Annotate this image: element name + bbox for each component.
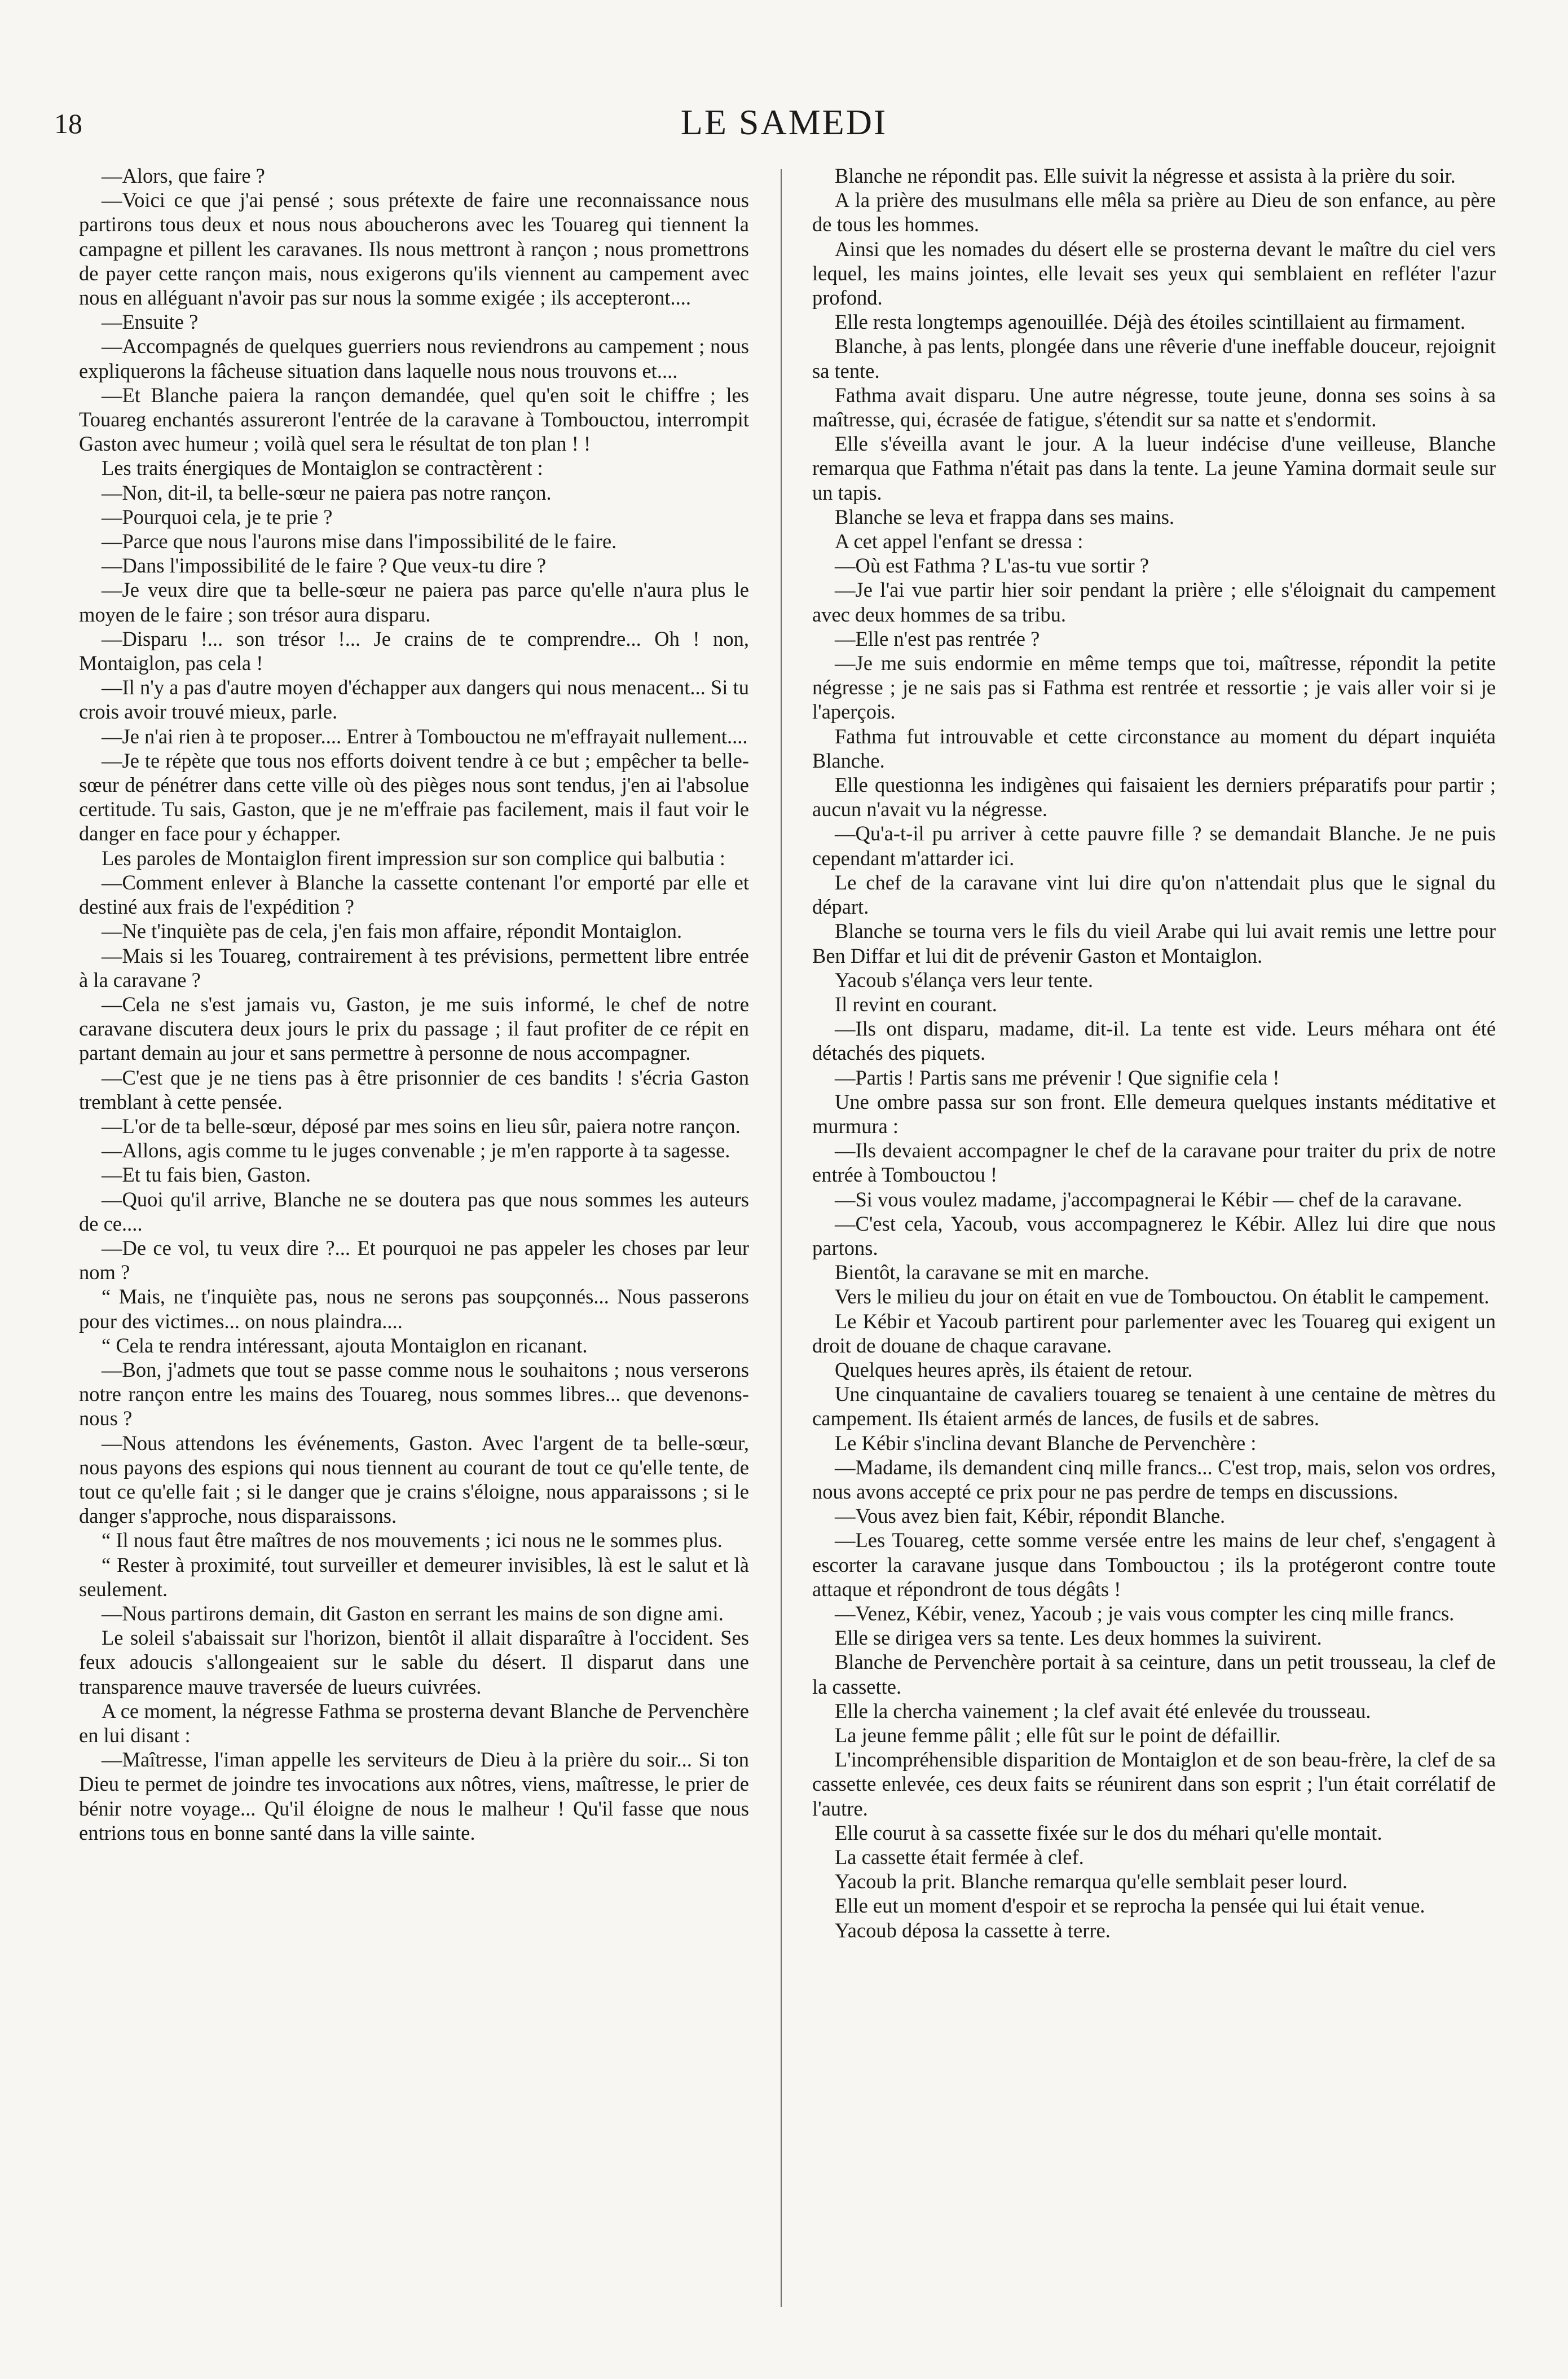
paragraph: Ainsi que les nomades du désert elle se prosterna devant le maître du ciel vers lequel, les mains jointes, elle levait ses yeux qui semblaient en refléter l'azur profond. [812, 237, 1496, 310]
paragraph: —Ne t'inquiète pas de cela, j'en fais mon affaire, répondit Montaiglon. [102, 919, 682, 943]
paragraph: —Bon, j'admets que tout se passe comme nous le souhaitons ; nous verserons notre rançon entre les mains des Touareg, nous sommes libres... que devenons-nous ? [79, 1358, 749, 1430]
paragraph: Blanche, à pas lents, plongée dans une rêverie d'une ineffable douceur, rejoignit sa tente. [812, 334, 1496, 382]
paragraph: —Pourquoi cela, je te prie ? [102, 505, 333, 528]
paragraph: La jeune femme pâlit ; elle fût sur le point de défaillir. [835, 1724, 1281, 1747]
paragraph: —Cela ne s'est jamais vu, Gaston, je me suis informé, le chef de notre caravane discutera deux jours le prix du passage ; il faut profiter de ce répit en partant demain au jour et sans permettre à personne de nous accompagner. [79, 992, 749, 1065]
paragraph: A la prière des musulmans elle mêla sa prière au Dieu de son enfance, au père de tous les hommes. [812, 188, 1496, 236]
paragraph: —Alors, que faire ? [102, 164, 265, 187]
paragraph: A ce moment, la négresse Fathma se prosterna devant Blanche de Pervenchère en lui disant : [79, 1699, 749, 1747]
paragraph: —Ensuite ? [102, 310, 199, 334]
paragraph: Fathma fut introuvable et cette circonstance au moment du départ inquiéta Blanche. [812, 724, 1496, 772]
paragraph: —Il n'y a pas d'autre moyen d'échapper aux dangers qui nous menacent... Si tu crois avoir trouvé mieux, parle. [79, 676, 749, 724]
paragraph: L'incompréhensible disparition de Montaiglon et de son beau-frère, la clef de sa cassette enlevée, ces deux faits se réunirent dans son esprit ; l'un était corrélatif de l'autre. [812, 1748, 1496, 1820]
paragraph: Les paroles de Montaiglon firent impression sur son complice qui balbutia : [102, 846, 725, 870]
paragraph: —Nous attendons les événements, Gaston. Avec l'argent de ta belle-sœur, nous payons des espions qui nous tiennent au courant de tout ce qu'elle tente, de tout ce qu'elle fait ; si le danger que je crains s'éloigne, nous apparaissons ; si le danger s'approche, nous disparaissons. [79, 1431, 749, 1528]
paragraph: Les traits énergiques de Montaiglon se contractèrent : [102, 456, 543, 480]
page-title: LE SAMEDI [680, 102, 888, 142]
paragraph: Vers le milieu du jour on était en vue de Tombouctou. On établit le campement. [835, 1285, 1490, 1309]
paragraph: Blanche ne répondit pas. Elle suivit la négresse et assista à la prière du soir. [835, 164, 1456, 187]
paragraph: Yacoub s'élança vers leur tente. [835, 968, 1093, 992]
paragraph: Fathma avait disparu. Une autre négresse, toute jeune, donna ses soins à sa maîtresse, qui, écrasée de fatigue, s'étendit sur sa natte et s'endormit. [812, 383, 1496, 431]
paragraph: —Madame, ils demandent cinq mille francs... C'est trop, mais, selon vos ordres, nous avons accepté ce prix pour ne pas perdre de temps en discussions. [812, 1455, 1496, 1503]
paragraph: “ Il nous faut être maîtres de nos mouvements ; ici nous ne le sommes plus. [102, 1528, 723, 1552]
left-column [79, 164, 749, 1845]
paragraph: La cassette était fermée à clef. [835, 1845, 1084, 1869]
paragraph: —Nous partirons demain, dit Gaston en serrant les mains de son digne ami. [102, 1601, 724, 1625]
paragraph: —Je l'ai vue partir hier soir pendant la prière ; elle s'éloignait du campement avec deux hommes de sa tribu. [812, 578, 1496, 626]
paragraph: —Parce que nous l'aurons mise dans l'impossibilité de le faire. [102, 530, 617, 553]
paragraph: Elle eut un moment d'espoir et se reprocha la pensée qui lui était venue. [835, 1894, 1425, 1918]
paragraph: Bientôt, la caravane se mit en marche. [835, 1261, 1149, 1284]
paragraph: Elle s'éveilla avant le jour. A la lueur indécise d'une veilleuse, Blanche remarqua que Fathma n'était pas dans la tente. La jeune Yamina dormait seule sur un tapis. [812, 432, 1496, 504]
paragraph: A cet appel l'enfant se dressa : [835, 530, 1083, 553]
paragraph: —Disparu !... son trésor !... Je crains de te comprendre... Oh ! non, Montaiglon, pas cela ! [79, 627, 749, 675]
paragraph: —Elle n'est pas rentrée ? [835, 627, 1040, 650]
page-number: 18 [54, 108, 82, 139]
right-column [812, 164, 1496, 1942]
paragraph: Blanche de Pervenchère portait à sa ceinture, dans un petit trousseau, la clef de la cassette. [812, 1650, 1496, 1698]
paragraph: Quelques heures après, ils étaient de retour. [835, 1358, 1193, 1381]
paragraph: —L'or de ta belle-sœur, déposé par mes soins en lieu sûr, paiera notre rançon. [102, 1114, 741, 1138]
paragraph: —Et tu fais bien, Gaston. [102, 1163, 311, 1187]
paragraph: Le Kébir s'inclina devant Blanche de Pervenchère : [835, 1431, 1257, 1455]
paragraph: Yacoub la prit. Blanche remarqua qu'elle semblait peser lourd. [835, 1870, 1348, 1893]
paragraph: —Je n'ai rien à te proposer.... Entrer à Tombouctou ne m'effrayait nullement.... [102, 724, 748, 748]
paragraph: —Comment enlever à Blanche la cassette contenant l'or emporté par elle et destiné aux frais de l'expédition ? [79, 870, 749, 919]
paragraph: —Allons, agis comme tu le juges convenable ; je m'en rapporte à ta sagesse. [102, 1139, 730, 1162]
paragraph: —Je veux dire que ta belle-sœur ne paiera pas parce qu'elle n'aura plus le moyen de le faire ; son trésor aura disparu. [79, 578, 749, 626]
paragraph: —C'est que je ne tiens pas à être prisonnier de ces bandits ! s'écria Gaston tremblant à cette pensée. [79, 1065, 749, 1113]
paragraph: —Si vous voulez madame, j'accompagnerai le Kébir — chef de la caravane. [835, 1187, 1463, 1211]
paragraph: —C'est cela, Yacoub, vous accompagnerez le Kébir. Allez lui dire que nous partons. [812, 1211, 1496, 1259]
paragraph: —De ce vol, tu veux dire ?... Et pourquoi ne pas appeler les choses par leur nom ? [79, 1236, 749, 1284]
paragraph: —Où est Fathma ? L'as-tu vue sortir ? [835, 554, 1149, 578]
paragraph: Elle la chercha vainement ; la clef avait été enlevée du trousseau. [835, 1699, 1371, 1722]
paragraph: Le Kébir et Yacoub partirent pour parlementer avec les Touareg qui exigent un droit de douane de chaque caravane. [812, 1309, 1496, 1357]
column-divider [781, 169, 782, 2307]
paragraph: —Les Touareg, cette somme versée entre les mains de leur chef, s'engagent à escorter la caravane jusque dans Tombouctou ; ils la protégeront contre toute attaque et répondront de tous dégâts ! [812, 1528, 1496, 1601]
paragraph: —Ils devaient accompagner le chef de la caravane pour traiter du prix de notre entrée à Tombouctou ! [812, 1139, 1496, 1187]
paragraph: —Je te répète que tous nos efforts doivent tendre à ce but ; empêcher ta belle-sœur de pénétrer dans cette ville où des pièges nous sont tendus, j'en ai l'absolue certitude. Tu sais, Gaston, que je ne m'effraie pas facilement, mais il faut voir le danger en face pour y échapper. [79, 748, 749, 845]
paragraph: “ Cela te rendra intéressant, ajouta Montaiglon en ricanant. [102, 1333, 588, 1357]
paragraph: Elle courut à sa cassette fixée sur le dos du méhari qu'elle montait. [835, 1821, 1382, 1844]
paragraph: —Voici ce que j'ai pensé ; sous prétexte de faire une reconnaissance nous partirons tous deux et nous nous aboucherons avec les Touareg qui tiennent la campagne et pillent les caravanes. Ils nous mettront à rançon ; nous promettrons de payer cette rançon mais, nous exigerons qu'ils viennent au campement avec nous en alléguant n'avoir pas sur nous la somme exigée ; ils accepteront.... [79, 188, 749, 310]
paragraph: —Qu'a-t-il pu arriver à cette pauvre fille ? se demandait Blanche. Je ne puis cependant m'attarder ici. [812, 822, 1496, 870]
paragraph: —Accompagnés de quelques guerriers nous reviendrons au campement ; nous expliquerons la fâcheuse situation dans laquelle nous nous trouvons et.... [79, 334, 749, 382]
paragraph: Blanche se tourna vers le fils du vieil Arabe qui lui avait remis une lettre pour Ben Diffar et lui dit de prévenir Gaston et Montaiglon. [812, 919, 1496, 967]
paragraph: “ Rester à proximité, tout surveiller et demeurer invisibles, là est le salut et là seulement. [79, 1553, 749, 1601]
paragraph: “ Mais, ne t'inquiète pas, nous ne serons pas soupçonnés... Nous passerons pour des victimes... on nous plaindra.... [79, 1285, 749, 1333]
paragraph: Elle se dirigea vers sa tente. Les deux hommes la suivirent. [835, 1626, 1322, 1650]
paragraph: Une ombre passa sur son front. Elle demeura quelques instants méditative et murmura : [812, 1090, 1496, 1138]
paragraph: Une cinquantaine de cavaliers touareg se tenaient à une centaine de mètres du campement. Ils étaient armés de lances, de fusils et de sabres. [812, 1382, 1496, 1430]
paragraph: Le soleil s'abaissait sur l'horizon, bientôt il allait disparaître à l'occident. Ses feux adoucis s'allongeaient sur le sable du désert. Il disparut dans une transparence mauve traversée de lueurs cuivrées. [79, 1626, 749, 1698]
paragraph: Elle questionna les indigènes qui faisaient les derniers préparatifs pour partir ; aucun n'avait vu la négresse. [812, 773, 1496, 821]
paragraph: —Je me suis endormie en même temps que toi, maîtresse, répondit la petite négresse ; je ne sais pas si Fathma est rentrée et ressortie ; je vais aller voir si je l'aperçois. [812, 651, 1496, 724]
paragraph: —Ils ont disparu, madame, dit-il. La tente est vide. Leurs méhara ont été détachés des piquets. [812, 1017, 1496, 1065]
paragraph: —Maîtresse, l'iman appelle les serviteurs de Dieu à la prière du soir... Si ton Dieu te permet de joindre tes invocations aux nôtres, viens, maîtresse, le prier de bénir notre voyage... Qu'il éloigne de nous le malheur ! Qu'il fasse que nous entrions tous en bonne santé dans la ville sainte. [79, 1748, 749, 1844]
paragraph: —Partis ! Partis sans me prévenir ! Que signifie cela ! [835, 1065, 1280, 1089]
paragraph: —Vous avez bien fait, Kébir, répondit Blanche. [835, 1504, 1226, 1528]
paragraph: —Non, dit-il, ta belle-sœur ne paiera pas notre rançon. [102, 481, 552, 504]
paragraph: Blanche se leva et frappa dans ses mains. [835, 505, 1175, 528]
paragraph: Elle resta longtemps agenouillée. Déjà des étoiles scintillaient au firmament. [835, 310, 1465, 334]
paragraph: Le chef de la caravane vint lui dire qu'on n'attendait plus que le signal du départ. [812, 870, 1496, 919]
paragraph: —Et Blanche paiera la rançon demandée, quel qu'en soit le chiffre ; les Touareg enchantés assureront l'entrée de la caravane à Tombouctou, interrompit Gaston avec humeur ; voilà quel sera le résultat de ton plan ! ! [79, 383, 749, 456]
paragraph: —Dans l'impossibilité de le faire ? Que veux-tu dire ? [102, 554, 547, 578]
paragraph: —Quoi qu'il arrive, Blanche ne se doutera pas que nous sommes les auteurs de ce.... [79, 1187, 749, 1235]
paragraph: Yacoub déposa la cassette à terre. [835, 1918, 1111, 1942]
paragraph: —Venez, Kébir, venez, Yacoub ; je vais vous compter les cinq mille francs. [835, 1601, 1455, 1625]
paragraph: —Mais si les Touareg, contrairement à tes prévisions, permettent libre entrée à la caravane ? [79, 944, 749, 992]
paragraph: Il revint en courant. [835, 992, 997, 1016]
